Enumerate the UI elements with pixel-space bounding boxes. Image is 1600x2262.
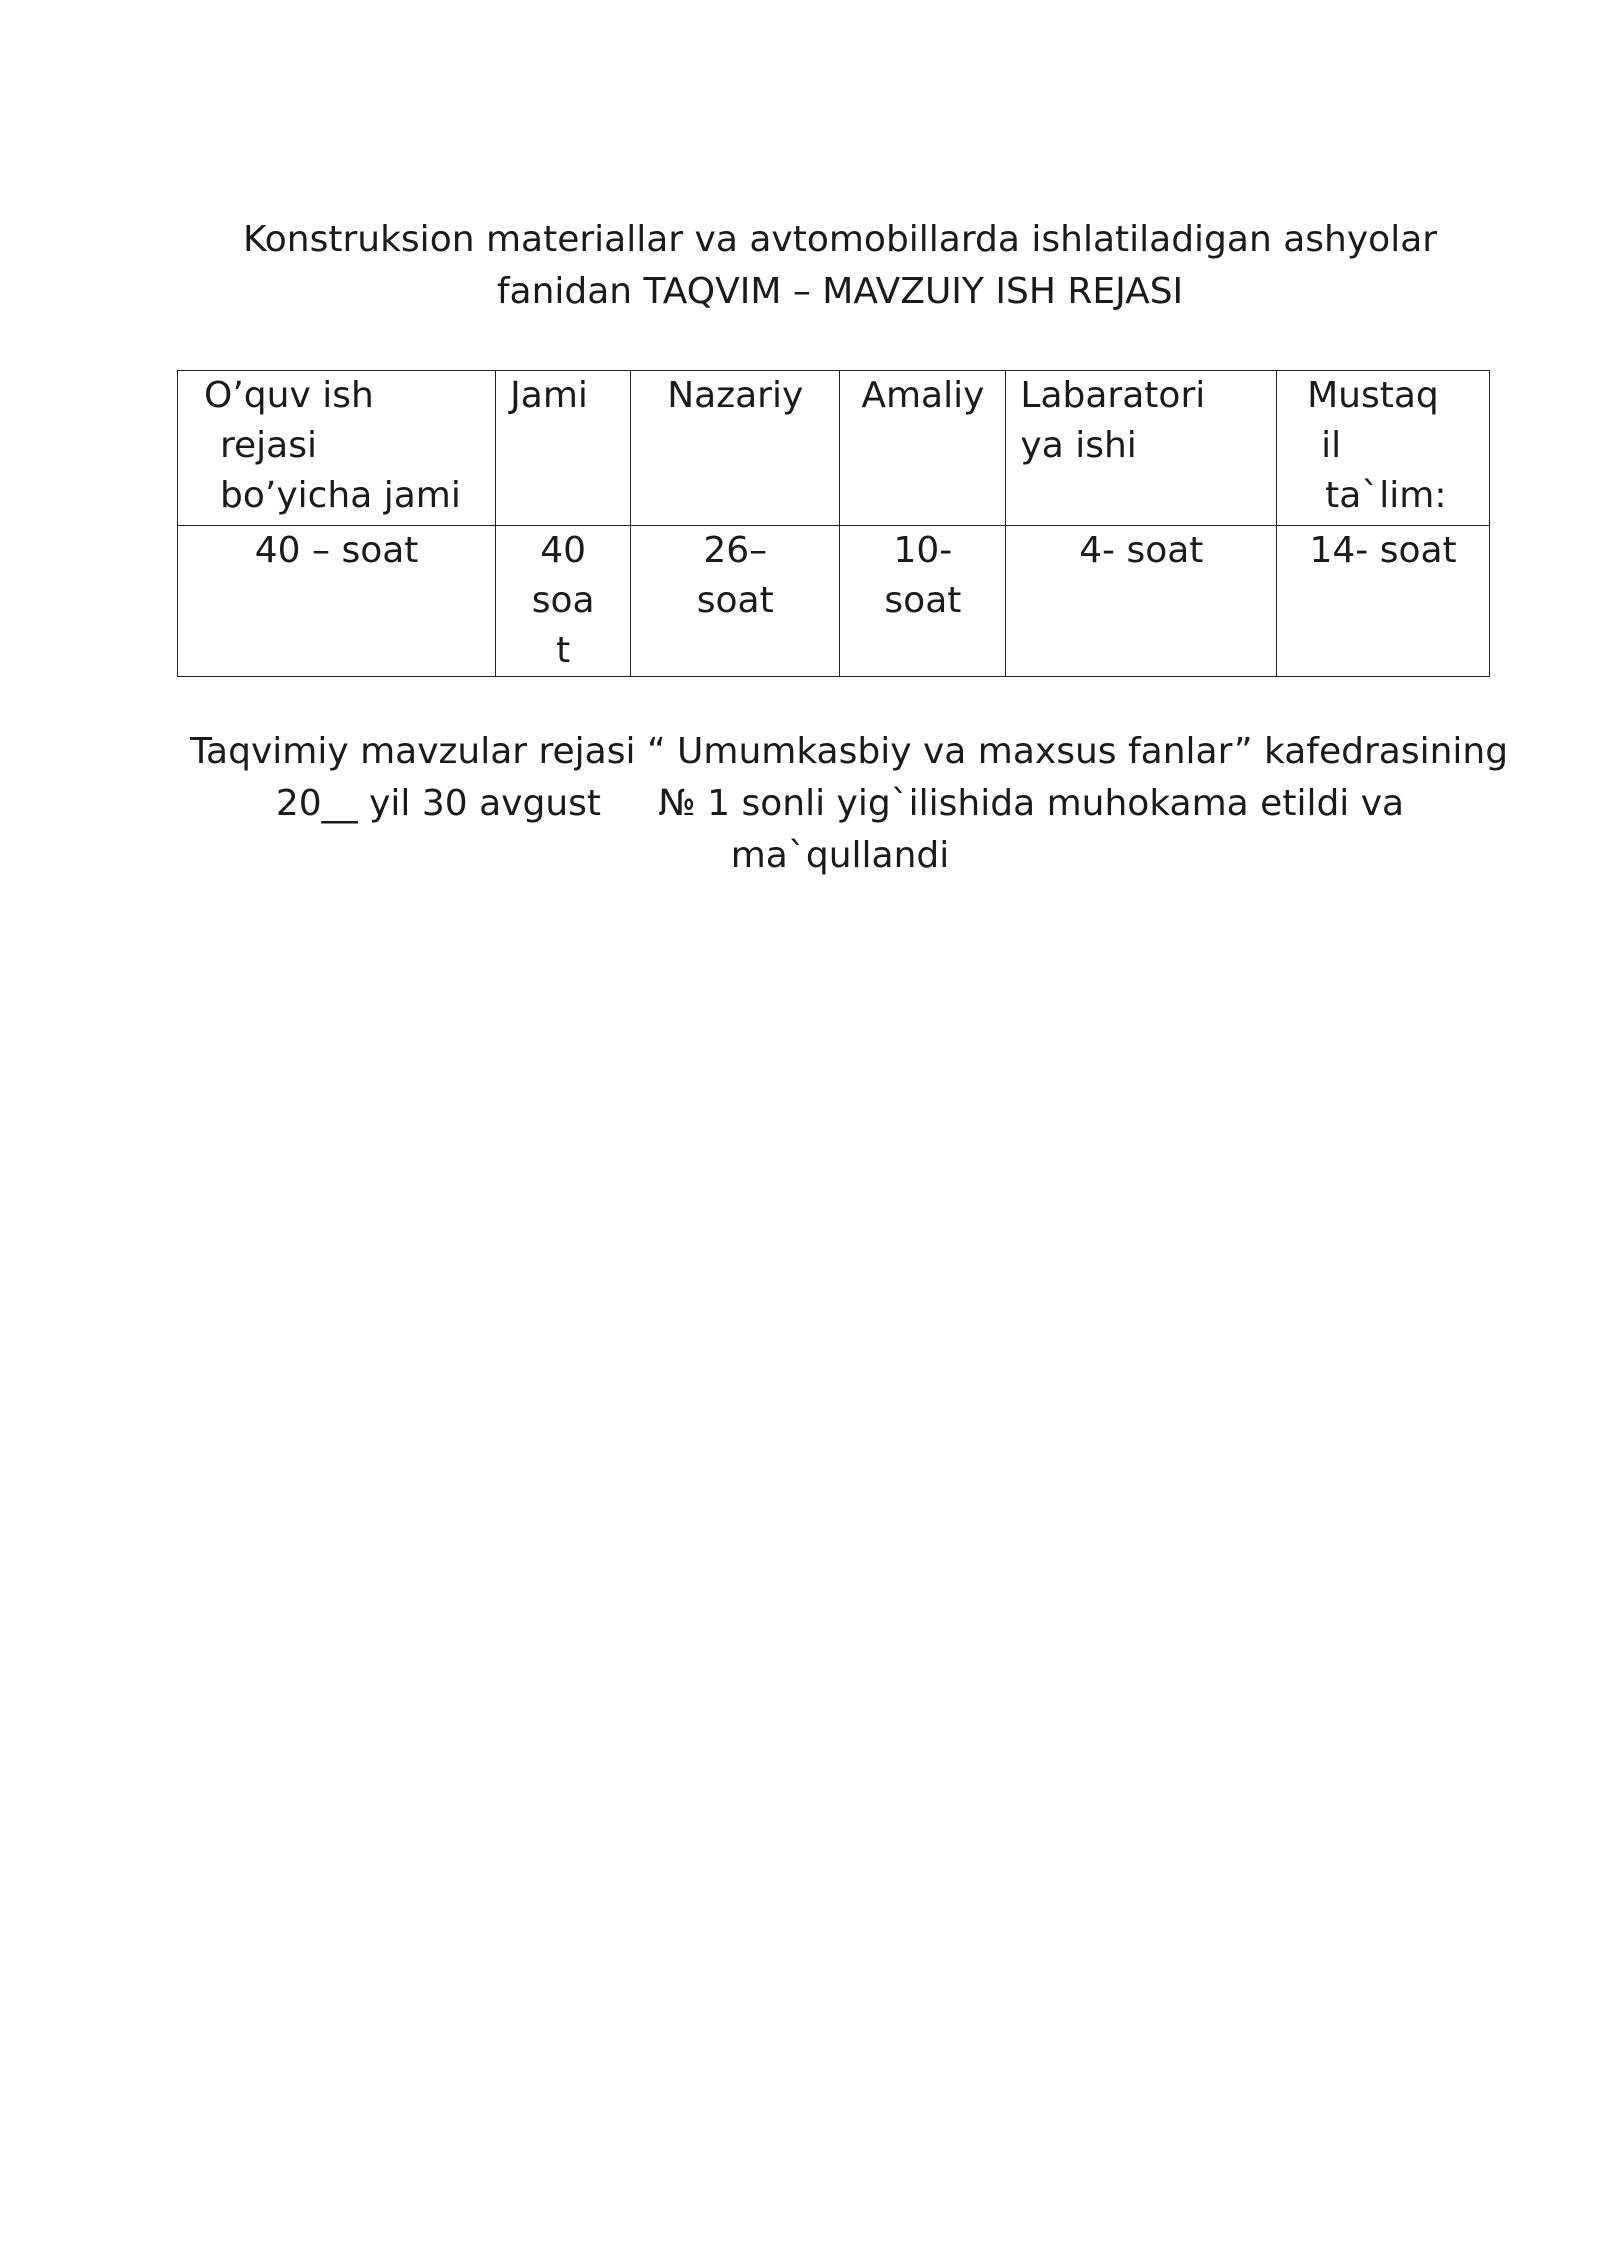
header-practical: Amaliy bbox=[840, 371, 1006, 526]
value-theoretical: 26– soat bbox=[631, 526, 840, 677]
note-line-1: Taqvimiy mavzular rejasi “ Umumkasbiy va maxsus fanlar” kafedrasining bbox=[190, 731, 1509, 772]
title-line-2: fanidan TAQVIM – MAVZUIY ISH REJASI bbox=[496, 271, 1184, 312]
note-line-3: ma`qullandi bbox=[730, 835, 950, 876]
approval-note bbox=[190, 726, 1509, 882]
title-line-1: Konstruksion materiallar va avtomobillarda ishlatiladigan ashyolar bbox=[242, 219, 1438, 260]
header-theoretical: Nazariy bbox=[631, 371, 840, 526]
table-row bbox=[178, 526, 1490, 677]
value-independent-study: 14- soat bbox=[1277, 526, 1490, 677]
document-title bbox=[180, 214, 1500, 318]
header-total-by-plan: O’quv ish rejasi bo’yicha jami bbox=[178, 371, 496, 526]
value-total: 40 soa t bbox=[496, 526, 631, 677]
header-independent-study: Mustaq il ta`lim: bbox=[1277, 371, 1490, 526]
hours-table bbox=[177, 370, 1490, 677]
value-total-by-plan: 40 – soat bbox=[178, 526, 496, 677]
note-line-2: 20__ yil 30 avgust № 1 sonli yig`ilishida muhokama etildi va bbox=[275, 783, 1405, 824]
table-header-row bbox=[178, 371, 1490, 526]
header-laboratory: Labaratori ya ishi bbox=[1006, 371, 1277, 526]
header-total: Jami bbox=[496, 371, 631, 526]
value-practical: 10- soat bbox=[840, 526, 1006, 677]
value-laboratory: 4- soat bbox=[1006, 526, 1277, 677]
